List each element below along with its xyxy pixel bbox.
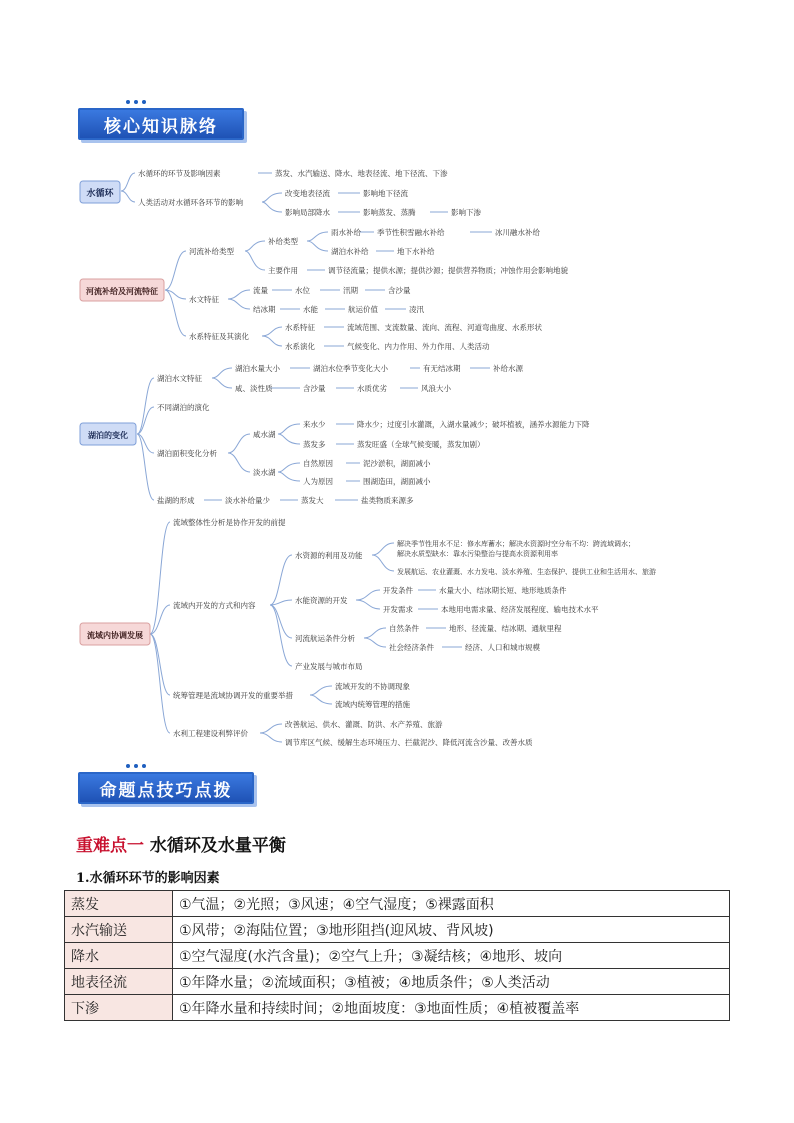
mm-text: 改善航运、供水、灌溉、防洪、水产养殖、旅游 — [285, 720, 443, 729]
mm-text: 水系特征 — [285, 323, 315, 332]
mm-text: 咸水湖 — [253, 430, 276, 439]
mm-text: 盐湖的形成 — [157, 496, 195, 505]
mm-text: 水位 — [295, 286, 310, 295]
mm-text: 统筹管理是流域协调开发的重要举措 — [173, 691, 293, 700]
mm-text: 人为原因 — [303, 477, 333, 486]
mm-text: 主要作用 — [268, 266, 298, 275]
decorative-dots — [126, 764, 150, 768]
mm-text: 湖泊水补给 — [331, 247, 369, 256]
mm-text: 降水少；过度引水灌溉，入湖水量减少；破坏植被，涵养水源能力下降 — [357, 420, 590, 429]
node-basin-label: 流域内协调发展 — [87, 631, 143, 640]
knowledge-mindmap — [0, 150, 794, 760]
mm-text: 流域范围、支流数量、流向、流程、河道弯曲度、水系形状 — [347, 323, 542, 332]
mm-text: 水文特征 — [189, 295, 219, 304]
table-row — [65, 943, 730, 969]
section-banner-core — [78, 108, 248, 140]
factor-value: ①年降水量；②流域面积；③植被；④地质条件；⑤人类活动 — [173, 969, 730, 995]
mm-text: 湖泊水位季节变化大小 — [313, 364, 388, 373]
mm-text: 结冰期 — [253, 305, 276, 314]
factor-name: 蒸发 — [65, 891, 173, 917]
mm-text: 流域内统筹管理的措施 — [335, 700, 410, 709]
mm-text: 湖泊面积变化分析 — [157, 449, 217, 458]
mm-text: 冰川融水补给 — [495, 228, 540, 237]
table-row — [65, 995, 730, 1021]
mm-text: 风浪大小 — [421, 384, 451, 393]
mm-text: 水量大小、结冰期长短、地形地质条件 — [439, 586, 567, 595]
section-title: 水循环及水量平衡 — [149, 836, 286, 856]
section-heading — [76, 831, 286, 856]
mm-text: 调节径流量；提供水源；提供沙源；提供营养物质；冲蚀作用会影响地貌 — [328, 266, 568, 275]
mm-text: 自然条件 — [389, 624, 419, 633]
mm-text: 河流航运条件分析 — [295, 634, 355, 643]
mm-text: 补给类型 — [268, 237, 298, 246]
mm-text: 补给水源 — [493, 364, 523, 373]
mm-text: 发展航运、农业灌溉、水力发电、淡水养殖、生态保护、提供工业和生活用水、旅游 — [397, 568, 656, 576]
table-row — [65, 891, 730, 917]
table-row — [65, 917, 730, 943]
mm-text: 产业发展与城市布局 — [295, 662, 363, 671]
mm-text: 地形、径流量、结冰期、通航里程 — [449, 624, 562, 633]
mm-text: 汛期 — [343, 286, 358, 295]
mm-text: 河流补给类型 — [189, 247, 234, 256]
mm-text: 影响下渗 — [451, 208, 481, 217]
mm-text: 影响局部降水 — [285, 208, 330, 217]
mm-text: 开发条件 — [383, 586, 413, 595]
mm-text: 咸、淡性质 — [235, 384, 273, 393]
factor-value: ①空气湿度(水汽含量)；②空气上升；③凝结核；④地形、坡向 — [173, 943, 730, 969]
mm-text: 有无结冰期 — [423, 364, 461, 373]
mm-text: 地下水补给 — [397, 247, 435, 256]
mm-text: 流域开发的不协调现象 — [335, 682, 410, 691]
factor-value: ①气温；②光照；③风速；④空气湿度；⑤裸露面积 — [173, 891, 730, 917]
mm-text: 水资源的利用及功能 — [295, 551, 363, 560]
mm-text: 经济、人口和城市规模 — [465, 643, 540, 652]
mm-text: 水循环的环节及影响因素 — [138, 169, 221, 178]
mm-text: 水系特征及其演化 — [189, 332, 249, 341]
mm-text: 盐类物质来源多 — [361, 496, 414, 505]
banner-core-title: 核心知识脉络 — [78, 108, 244, 140]
mm-text: 湖泊水量大小 — [235, 364, 280, 373]
mm-text: 不同湖泊的演化 — [157, 403, 210, 412]
mm-text: 影响蒸发、蒸腾 — [363, 208, 416, 217]
mm-text: 泥沙淤积，湖面减小 — [363, 459, 431, 468]
section-banner-tips — [78, 772, 248, 804]
mm-text: 蒸发多 — [303, 440, 326, 449]
mm-text: 围湖造田，湖面减小 — [363, 477, 431, 486]
section-tag: 重难点一 — [76, 836, 144, 856]
mm-text: 影响地下径流 — [363, 189, 408, 198]
node-river-label: 河流补给及河流特征 — [86, 287, 158, 296]
factor-value: ①风带；②海陆位置；③地形阻挡(迎风坡、背风坡) — [173, 917, 730, 943]
mm-text: 人类活动对水循环各环节的影响 — [138, 198, 243, 207]
mm-text: 解决水质型缺水：靠水污染整治与提高水资源利用率 — [397, 550, 558, 558]
mm-text: 流量 — [253, 286, 268, 295]
mm-text: 淡水补给量少 — [225, 496, 270, 505]
mm-text: 蒸发、水汽输送、降水、地表径流、地下径流、下渗 — [275, 169, 448, 178]
mm-text: 流域内开发的方式和内容 — [173, 601, 256, 610]
factor-value: ①年降水量和持续时间；②地面坡度：③地面性质；④植被覆盖率 — [173, 995, 730, 1021]
mm-text: 航运价值 — [348, 305, 378, 314]
factor-name: 水汽输送 — [65, 917, 173, 943]
mm-text: 本地用电需求量、经济发展程度、输电技术水平 — [441, 605, 599, 614]
node-water-cycle-label: 水循环 — [86, 189, 114, 199]
banner-tips-title: 命题点技巧点拨 — [78, 772, 254, 804]
mm-text: 调节库区气候、缓解生态环境压力、拦截泥沙、降低河流含沙量、改善水质 — [285, 738, 533, 747]
mm-text: 凌汛 — [409, 305, 424, 314]
mm-text: 社会经济条件 — [389, 643, 434, 652]
mm-text: 开发需求 — [383, 605, 413, 614]
factors-table — [64, 890, 730, 1021]
mm-text: 解决季节性用水不足：修水库蓄水；解决水资源时空分布不均：跨流域调水； — [397, 540, 635, 548]
mm-text: 流域整体性分析是协作开发的前提 — [173, 518, 286, 527]
decorative-dots — [126, 100, 150, 104]
mm-text: 淡水湖 — [253, 468, 276, 477]
mm-text: 水质优劣 — [357, 384, 387, 393]
mm-text: 水利工程建设利弊评价 — [173, 729, 248, 738]
subheading: 1.水循环环节的影响因素 — [76, 871, 220, 886]
mm-text: 季节性积雪融水补给 — [377, 228, 445, 237]
mm-text: 气候变化、内力作用、外力作用、人类活动 — [347, 342, 490, 351]
mm-text: 含沙量 — [388, 286, 411, 295]
factor-name: 地表径流 — [65, 969, 173, 995]
mm-text: 来水少 — [303, 420, 326, 429]
mm-text: 湖泊水文特征 — [157, 374, 202, 383]
mm-text: 蒸发旺盛（全球气候变暖，蒸发加剧） — [357, 440, 485, 449]
mm-text: 水系演化 — [285, 342, 315, 351]
mm-text: 含沙量 — [303, 384, 326, 393]
mm-text: 雨水补给 — [331, 228, 361, 237]
node-lake-label: 湖泊的变化 — [88, 431, 128, 440]
mm-text: 水能 — [303, 305, 318, 314]
factor-name: 降水 — [65, 943, 173, 969]
mm-text: 水能资源的开发 — [295, 596, 348, 605]
mm-text: 蒸发大 — [301, 496, 324, 505]
mm-text: 自然原因 — [303, 459, 333, 468]
mm-text: 改变地表径流 — [285, 189, 330, 198]
table-row — [65, 969, 730, 995]
factor-name: 下渗 — [65, 995, 173, 1021]
